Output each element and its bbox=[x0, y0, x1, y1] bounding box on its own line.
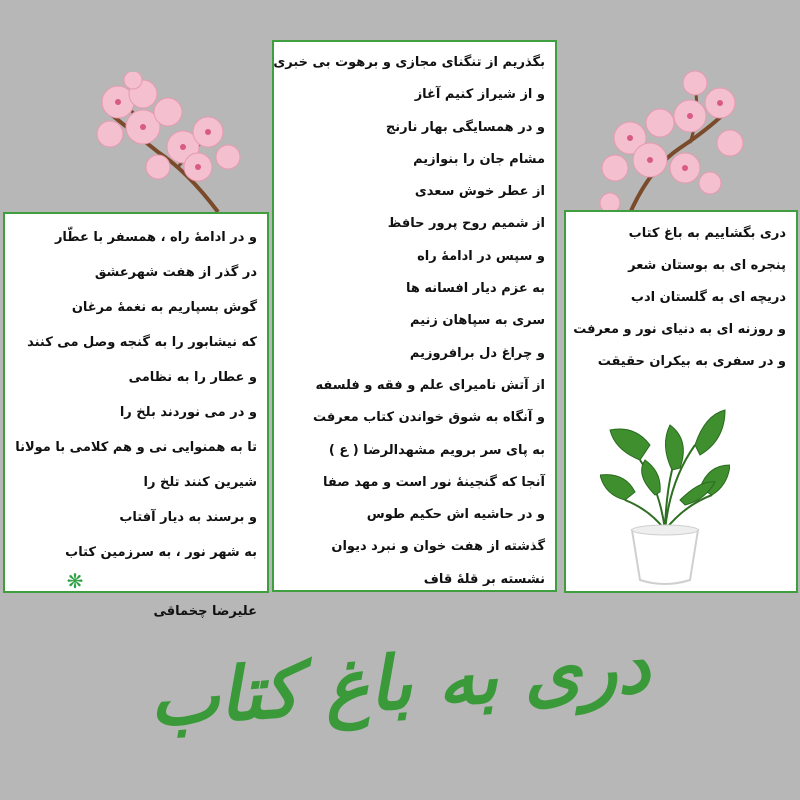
verse-line: تا به همنوایی نی و هم کلامی با مولانا bbox=[15, 440, 257, 455]
verse-line: به شهر نور ، به سرزمین کتاب bbox=[65, 545, 257, 560]
verse-line: از عطر خوش سعدی bbox=[414, 184, 545, 200]
verse-line: از آتش نامیرای علم و فقه و فلسفه bbox=[315, 377, 545, 393]
verse-line: و از شیراز کنیم آغاز bbox=[414, 87, 545, 103]
verse-line: گذشته از هفت خوان و نبرد دیوان bbox=[331, 539, 545, 555]
verse-line: و در می نوردند بلخ را bbox=[119, 405, 257, 420]
verse-line: پنجره ای به بوستان شعر bbox=[628, 258, 786, 273]
verse-line: نشسته بر قلهٔ قاف bbox=[423, 571, 545, 587]
verse-line: شیرین کنند تلخ را bbox=[143, 475, 257, 490]
verse-line: که نیشابور را به گنجه وصل می کنند bbox=[27, 335, 257, 350]
verse-line: از شمیم روح پرور حافظ bbox=[387, 216, 545, 232]
verse-line: و روزنه ای به دنیای نور و معرفت bbox=[573, 322, 786, 337]
verse-line: و در همسایگی بهار نارنج bbox=[385, 119, 545, 135]
verse-line: در گذر از هفت شهرعشق bbox=[94, 265, 257, 280]
verse-line: دریچه ای به گلستان ادب bbox=[630, 290, 786, 305]
flower-ornament-icon: ❋ bbox=[66, 569, 84, 593]
page-title: دری به باغ کتاب bbox=[146, 623, 653, 744]
verse-line: مشام جان را بنوازیم bbox=[413, 151, 545, 167]
verse-line: به پای سر برویم مشهدالرضا ( ع ) bbox=[328, 442, 545, 458]
verse-line: و در ادامهٔ راه ، همسفر با عطّار bbox=[54, 230, 257, 245]
verse-line: گوش بسپاریم به نغمهٔ مرغان bbox=[71, 300, 257, 315]
poem-panel-center bbox=[272, 40, 557, 592]
verse-line: و عطار را به نظامی bbox=[128, 370, 257, 385]
poem-panel-left bbox=[3, 212, 269, 619]
author-name: علیرضا چخماقی bbox=[153, 604, 257, 619]
verse-line: و چراغ دل برافروزیم bbox=[409, 345, 545, 361]
verse-line: بگذریم از تنگنای مجازی و برهوت بی خبری bbox=[273, 55, 545, 70]
verse-line: و در سفری به بیکران حقیقت bbox=[597, 354, 786, 369]
verse-line: و در حاشیه اش حکیم طوس bbox=[366, 507, 545, 523]
verse-line: و برسند به دیار آفتاب bbox=[119, 510, 257, 525]
potted-plant-icon bbox=[600, 400, 730, 590]
cherry-blossom-branch-right-icon bbox=[590, 68, 750, 213]
verse-line: و سپس در ادامهٔ راه bbox=[417, 248, 545, 264]
verse-line: دری بگشاییم به باغ کتاب bbox=[628, 226, 786, 241]
verse-line: آنجا که گنجینهٔ نور است و مهد صفا bbox=[323, 474, 545, 490]
verse-line: سری به سپاهان زنیم bbox=[410, 313, 545, 329]
verse-line: و آنگاه به شوق خواندن کتاب معرفت bbox=[312, 410, 545, 426]
cherry-blossom-branch-left-icon bbox=[88, 72, 248, 212]
verse-line: به عزم دیار افسانه ها bbox=[405, 281, 545, 297]
